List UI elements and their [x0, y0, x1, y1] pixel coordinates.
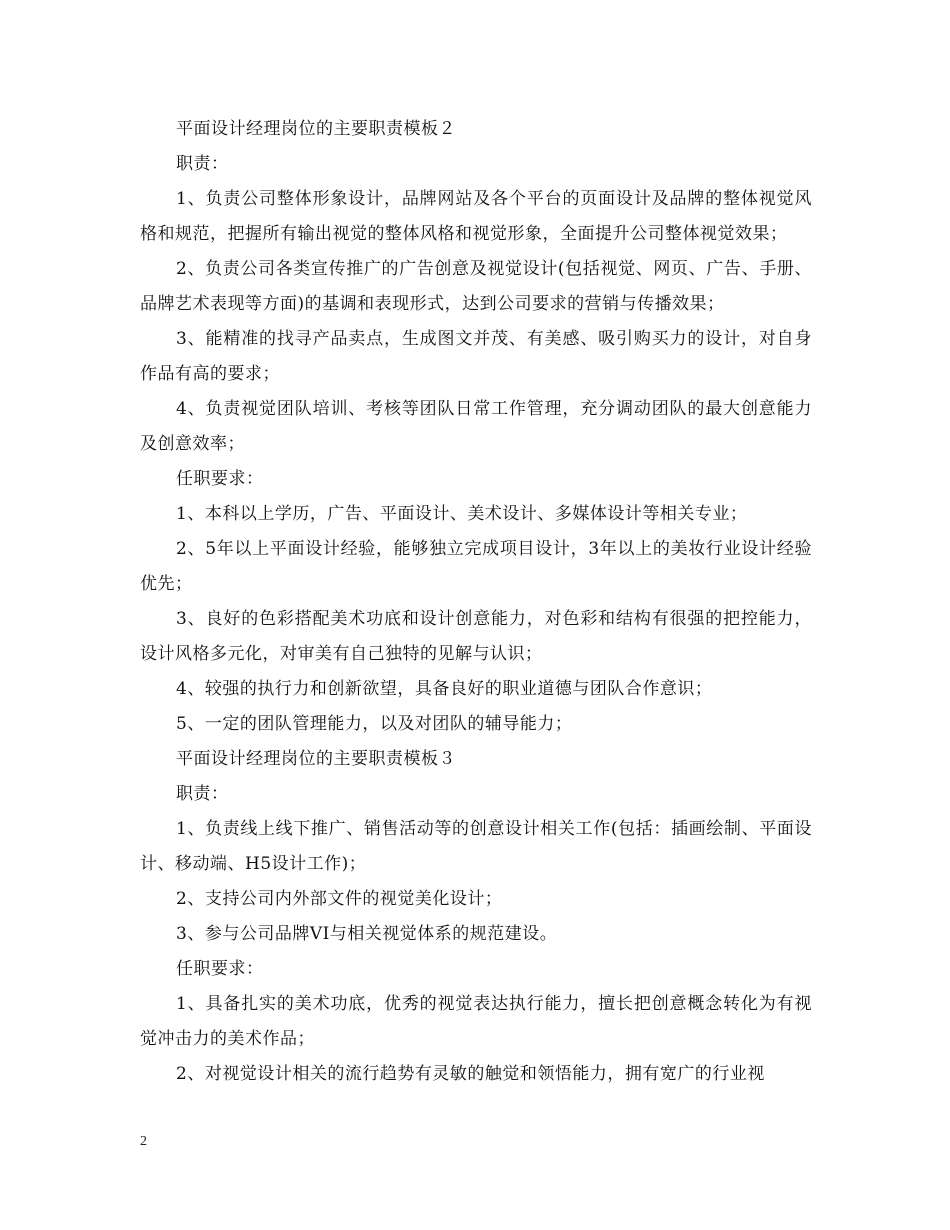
requirement-item-1: 1、具备扎实的美术功底，优秀的视觉表达执行能力，擅长把创意概念转化为有视觉冲击力的美术作品； [140, 994, 812, 1049]
section-heading-template-3: 平面设计经理岗位的主要职责模板３ [176, 749, 456, 769]
duties-label: 职责： [176, 154, 229, 174]
page-number: 2 [140, 1134, 147, 1149]
duties-label: 职责： [176, 784, 229, 804]
duty-item-2: 2、支持公司内外部文件的视觉美化设计； [176, 889, 503, 909]
requirement-item-4: 4、较强的执行力和创新欲望，具备良好的职业道德与团队合作意识； [176, 679, 713, 699]
requirement-item-2: 2、5年以上平面设计经验，能够独立完成项目设计，3年以上的美妆行业设计经验优先； [140, 539, 812, 594]
duty-item-3: 3、能精准的找寻产品卖点，生成图文并茂、有美感、吸引购买力的设计，对自身作品有高的要求； [140, 329, 812, 384]
duty-item-4: 4、负责视觉团队培训、考核等团队日常工作管理，充分调动团队的最大创意能力及创意效率； [140, 399, 812, 454]
duty-item-1: 1、负责线上线下推广、销售活动等的创意设计相关工作(包括：插画绘制、平面设计、移动端、H5设计工作)； [140, 819, 812, 874]
duty-item-3: 3、参与公司品牌VI与相关视觉体系的规范建设。 [176, 924, 558, 944]
document-body [140, 112, 812, 1092]
requirements-label: 任职要求： [176, 469, 264, 489]
section-heading-template-2: 平面设计经理岗位的主要职责模板２ [176, 119, 456, 139]
requirement-item-5: 5、一定的团队管理能力，以及对团队的辅导能力； [176, 714, 573, 734]
duty-item-1: 1、负责公司整体形象设计，品牌网站及各个平台的页面设计及品牌的整体视觉风格和规范，把握所有输出视觉的整体风格和视觉形象，全面提升公司整体视觉效果； [140, 189, 812, 244]
requirements-label: 任职要求： [176, 959, 264, 979]
requirement-item-2: 2、对视觉设计相关的流行趋势有灵敏的触觉和领悟能力，拥有宽广的行业视 [176, 1064, 765, 1084]
requirement-item-1: 1、本科以上学历，广告、平面设计、美术设计、多媒体设计等相关专业； [176, 504, 748, 524]
duty-item-2: 2、负责公司各类宣传推广的广告创意及视觉设计(包括视觉、网页、广告、手册、品牌艺术表现等方面)的基调和表现形式，达到公司要求的营销与传播效果； [140, 259, 812, 314]
requirement-item-3: 3、良好的色彩搭配美术功底和设计创意能力，对色彩和结构有很强的把控能力，设计风格多元化，对审美有自己独特的见解与认识； [140, 609, 812, 664]
